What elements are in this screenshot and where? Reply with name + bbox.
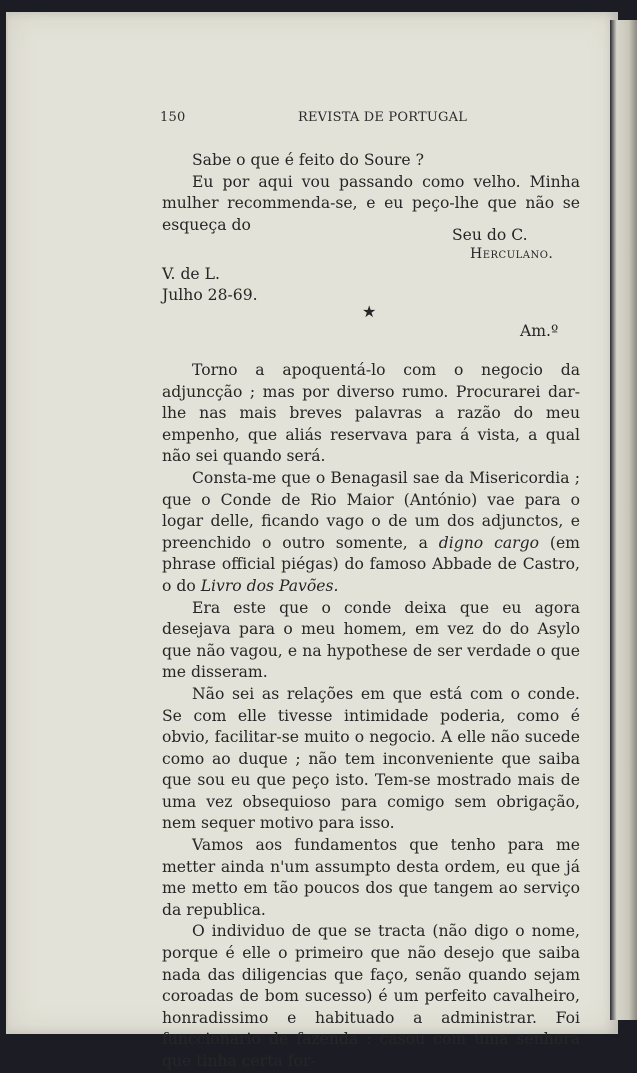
letter-top-text [162, 150, 580, 236]
paragraph: Torno a apoquentá-lo com o negocio da adjuncção ; mas por diverso rumo. Procurarei dar-lhe nas mais breves palavras a razão do meu empenho, que aliás reservava para á vista, a qual não sei quando será. [162, 361, 580, 466]
journal-title: REVISTA DE PORTUGAL [298, 110, 468, 125]
paragraph: O individuo de que se tracta (não digo o nome, porque é elle o primeiro que não desejo que saiba nada das diligencias que faço, senão quando sejam coroadas de bom sucesso) é um perfeito cavalheiro, honradissimo e habituado a administrar. Foi funccionario de fazenda : casou com uma senhora que tinha certa for- [162, 922, 580, 1070]
place: V. de L. [162, 265, 220, 283]
paragraph: Não sei as relações em que está com o conde. Se com elle tivesse intimidade poderia, como é obvio, facilitar-se muito o negocio. A elle não sucede como ao duque ; não tem inconveniente que saiba que sou eu que peço isto. Tem-se mostrado mais de uma vez obsequioso para comigo sem obrigação, nem sequer motivo para isso. [162, 684, 580, 833]
italic-run: Livro dos Pavões. [200, 576, 339, 595]
paragraph: Vamos aos fundamentos que tenho para me metter ainda n'um assumpto desta ordem, eu que já me metto em tão poucos dos que tangem ao serviço da republica. [162, 836, 580, 919]
date: Julho 28-69. [162, 286, 258, 304]
paragraph: Eu por aqui vou passando como velho. Minha mulher recommenda-se, e eu peço-lhe que não se esqueça do [162, 172, 580, 234]
closing: Seu do C. [452, 226, 528, 244]
text-run: Consta-me que o Benagasil sae da Misericordia ; que o Conde de Rio Maior (António) vae para o logar delle, ficando vago o de um dos adjunctos, e preenchido o outro somente, a [162, 468, 580, 552]
page-number: 150 [160, 110, 186, 125]
letter-body [162, 360, 580, 1073]
italic-run: digno cargo [438, 533, 539, 552]
paragraph: Sabe o que é feito do Soure ? [192, 151, 424, 169]
signature: Herculano. [470, 246, 554, 262]
salutation: Am.º [520, 322, 559, 340]
separator-star: ★ [362, 302, 377, 321]
text-run: (em phrase official piégas) do famoso Abbade de Castro, o do [162, 533, 580, 595]
running-head [160, 110, 550, 130]
paragraph: Era este que o conde deixa que eu agora desejava para o meu homem, em vez do do Asylo que não vagou, e na hypothese de ser verdade o que me disseram. [162, 598, 580, 682]
page-edge [610, 20, 637, 1020]
paragraph [162, 468, 580, 598]
